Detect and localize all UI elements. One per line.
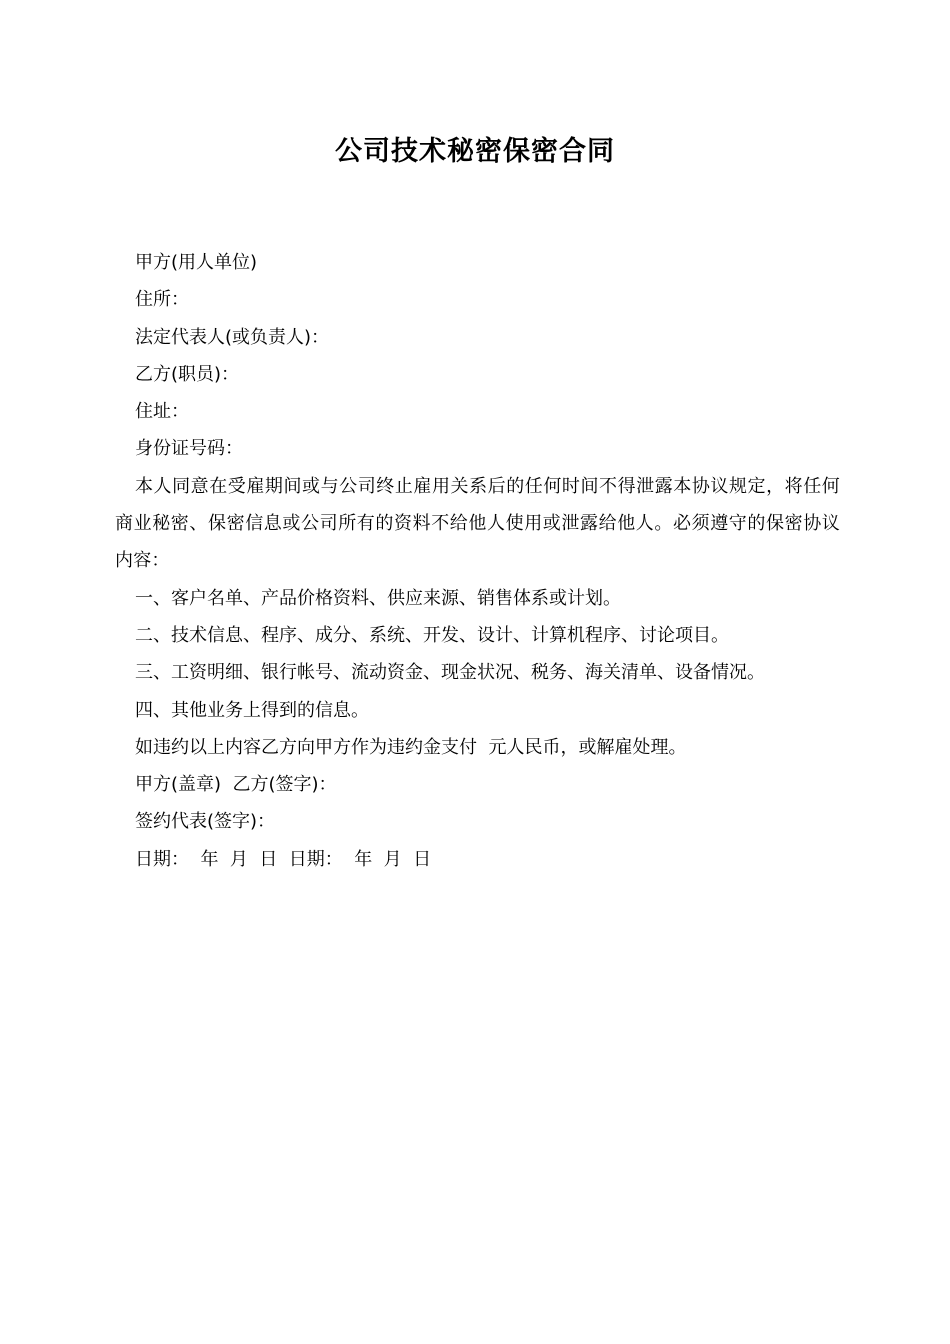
address-field: 住所：: [135, 289, 189, 311]
residence-field: 住址：: [135, 401, 189, 423]
clause-item-4: 四、其他业务上得到的信息。: [135, 699, 369, 721]
penalty-clause: 如违约以上内容乙方向甲方作为违约金支付 元人民币，或解雇处理。: [135, 736, 687, 758]
clause-item-2: 二、技术信息、程序、成分、系统、开发、设计、计算机程序、讨论项目。: [135, 624, 729, 646]
id-number-field: 身份证号码：: [135, 438, 243, 460]
legal-representative-field: 法定代表人(或负责人)：: [135, 326, 330, 348]
document-body: [115, 244, 840, 878]
document-title: 公司技术秘密保密合同: [335, 136, 615, 167]
clause-item-1: 一、客户名单、产品价格资料、供应来源、销售体系或计划。: [135, 587, 621, 609]
clause-item-3: 三、工资明细、银行帐号、流动资金、现金状况、税务、海关清单、设备情况。: [135, 662, 765, 684]
representative-signature-line: 签约代表(签字)：: [135, 811, 276, 833]
seal-signature-line: 甲方(盖章) 乙方(签字)：: [135, 774, 337, 796]
party-a-field: 甲方(用人单位): [135, 252, 258, 273]
date-line: 日期： 年 月 日 日期： 年 月 日: [135, 848, 432, 870]
party-b-field: 乙方(职员)：: [135, 363, 240, 385]
agreement-paragraph: 本人同意在受雇期间或与公司终止雇用关系后的任何时间不得泄露本协议规定，将任何商业秘密、保密信息或公司所有的资料不给他人使用或泄露给他人。必须遵守的保密协议内容：: [115, 475, 840, 572]
